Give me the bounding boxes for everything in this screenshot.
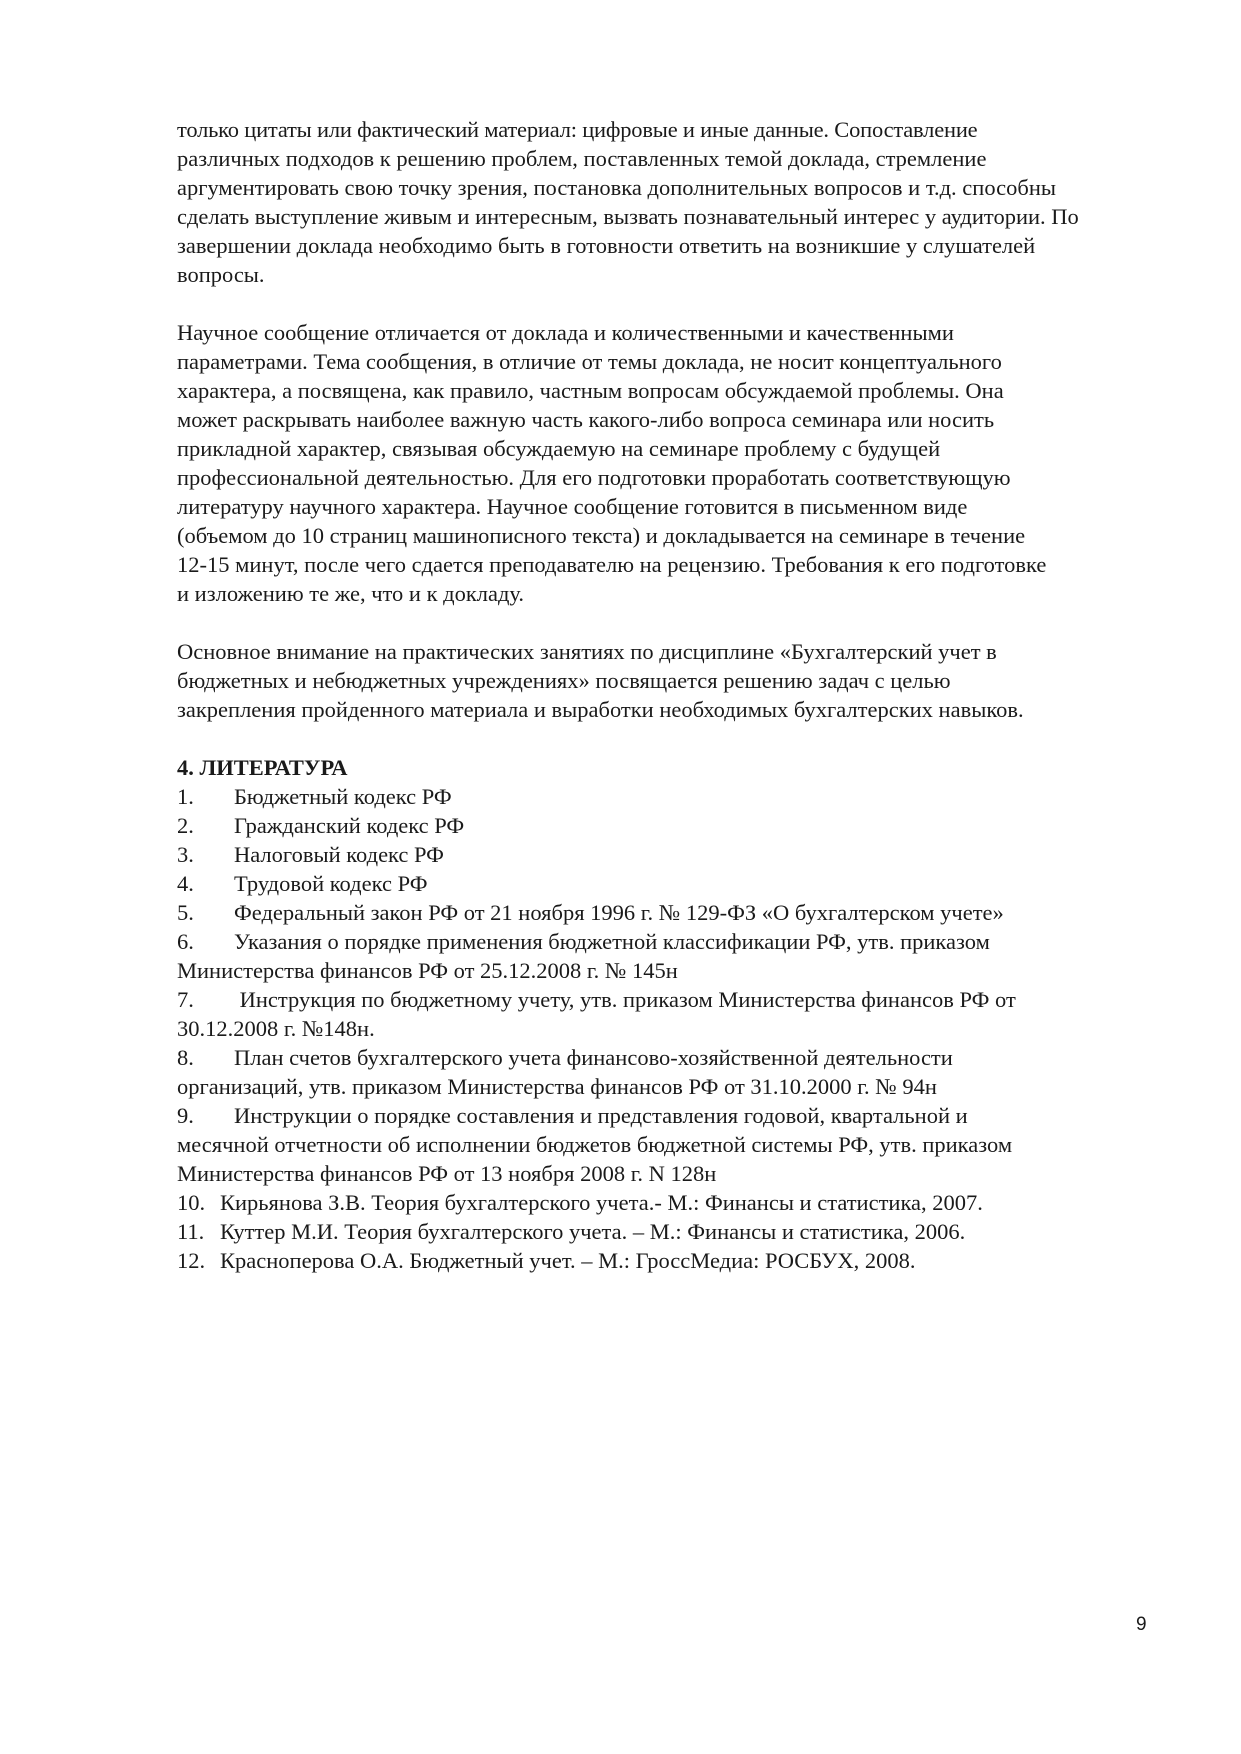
- literature-item-number: 4.: [177, 871, 194, 896]
- literature-item: [177, 869, 1167, 898]
- document-page: [177, 115, 1167, 1275]
- literature-item-number: 3.: [177, 842, 194, 867]
- literature-item-text: Трудовой кодекс РФ: [234, 871, 428, 896]
- literature-item: [177, 1217, 1167, 1246]
- literature-item-text: Министерства финансов РФ от 25.12.2008 г. № 145н: [177, 958, 678, 983]
- literature-item: [177, 782, 1167, 811]
- literature-item-number: 2.: [177, 813, 194, 838]
- literature-item-text: 30.12.2008 г. №148н.: [177, 1016, 375, 1041]
- literature-item-text: Министерства финансов РФ от 13 ноября 2008 г. N 128н: [177, 1161, 717, 1186]
- page-number: 9: [1136, 1614, 1147, 1635]
- text-line: (объемом до 10 страниц машинописного текста) и докладывается на семинаре в течение: [177, 523, 1026, 548]
- literature-item-number: 7.: [177, 987, 194, 1012]
- text-line: сделать выступление живым и интересным, вызвать познавательный интерес у аудитории. По: [177, 204, 1079, 229]
- literature-item: [177, 811, 1167, 840]
- literature-item-number: 8.: [177, 1045, 194, 1070]
- text-line: прикладной характер, связывая обсуждаемую на семинаре проблему с будущей: [177, 436, 941, 461]
- literature-item-text: Инструкция по бюджетному учету, утв. приказом Министерства финансов РФ от: [234, 987, 1016, 1012]
- literature-item-text: Налоговый кодекс РФ: [234, 842, 444, 867]
- section-heading-literature: 4. ЛИТЕРАТУРА: [177, 755, 348, 780]
- literature-item: [177, 985, 1167, 1043]
- text-line: закрепления пройденного материала и выработки необходимых бухгалтерских навыков.: [177, 697, 1024, 722]
- literature-item-text: организаций, утв. приказом Министерства финансов РФ от 31.10.2000 г. № 94н: [177, 1074, 937, 1099]
- text-line: вопросы.: [177, 262, 265, 287]
- text-line: бюджетных и небюджетных учреждениях» посвящается решению задач с целью: [177, 668, 951, 693]
- text-line: различных подходов к решению проблем, поставленных темой доклада, стремление: [177, 146, 987, 171]
- paragraph-practical-classes: [177, 637, 1167, 724]
- literature-item-text: Куттер М.И. Теория бухгалтерского учета. – М.: Финансы и статистика, 2006.: [220, 1219, 966, 1244]
- literature-item-number: 11.: [177, 1219, 205, 1244]
- literature-item-number: 6.: [177, 929, 194, 954]
- text-line: и изложению те же, что и к докладу.: [177, 581, 525, 606]
- text-line: 12-15 минут, после чего сдается преподавателю на рецензию. Требования к его подготовке: [177, 552, 1047, 577]
- text-line: только цитаты или фактический материал: цифровые и иные данные. Сопоставление: [177, 117, 978, 142]
- literature-item-text: Красноперова О.А. Бюджетный учет. – М.: ГроссМедиа: РОСБУХ, 2008.: [220, 1248, 916, 1273]
- literature-item: [177, 1246, 1167, 1275]
- literature-item-number: 1.: [177, 784, 194, 809]
- literature-item: [177, 927, 1167, 985]
- literature-item-number: 12.: [177, 1248, 206, 1273]
- text-line: профессиональной деятельностью. Для его подготовки проработать соответствующую: [177, 465, 1011, 490]
- text-line: аргументировать свою точку зрения, постановка дополнительных вопросов и т.д. способны: [177, 175, 1056, 200]
- paragraph-scientific-report: [177, 318, 1167, 608]
- literature-item-text: Бюджетный кодекс РФ: [234, 784, 452, 809]
- literature-item-text: Федеральный закон РФ от 21 ноября 1996 г. № 129-ФЗ «О бухгалтерском учете»: [234, 900, 1004, 925]
- literature-item: [177, 898, 1167, 927]
- text-line: Научное сообщение отличается от доклада и количественными и качественными: [177, 320, 954, 345]
- text-line: завершении доклада необходимо быть в готовности ответить на возникшие у слушателей: [177, 233, 1036, 258]
- literature-item-number: 5.: [177, 900, 194, 925]
- text-line: параметрами. Тема сообщения, в отличие от темы доклада, не носит концептуального: [177, 349, 1002, 374]
- text-line: может раскрывать наиболее важную часть какого-либо вопроса семинара или носить: [177, 407, 995, 432]
- literature-item: [177, 840, 1167, 869]
- literature-item-text: месячной отчетности об исполнении бюджетов бюджетной системы РФ, утв. приказом: [177, 1132, 1013, 1157]
- literature-item-text: Указания о порядке применения бюджетной классификации РФ, утв. приказом: [234, 929, 990, 954]
- literature-item-number: 9.: [177, 1103, 194, 1128]
- literature-item-number: 10.: [177, 1190, 206, 1215]
- literature-item: [177, 1043, 1167, 1101]
- text-line: характера, а посвящена, как правило, частным вопросам обсуждаемой проблемы. Она: [177, 378, 1004, 403]
- literature-list: [177, 782, 1167, 1275]
- paragraph-intro: [177, 115, 1167, 289]
- literature-item-text: Кирьянова З.В. Теория бухгалтерского учета.- М.: Финансы и статистика, 2007.: [220, 1190, 983, 1215]
- literature-item: [177, 1101, 1167, 1188]
- literature-item-text: План счетов бухгалтерского учета финансово-хозяйственной деятельности: [234, 1045, 953, 1070]
- literature-item-text: Инструкции о порядке составления и представления годовой, квартальной и: [234, 1103, 968, 1128]
- text-line: Основное внимание на практических занятиях по дисциплине «Бухгалтерский учет в: [177, 639, 997, 664]
- literature-item: [177, 1188, 1167, 1217]
- literature-item-text: Гражданский кодекс РФ: [234, 813, 465, 838]
- text-line: литературу научного характера. Научное сообщение готовится в письменном виде: [177, 494, 968, 519]
